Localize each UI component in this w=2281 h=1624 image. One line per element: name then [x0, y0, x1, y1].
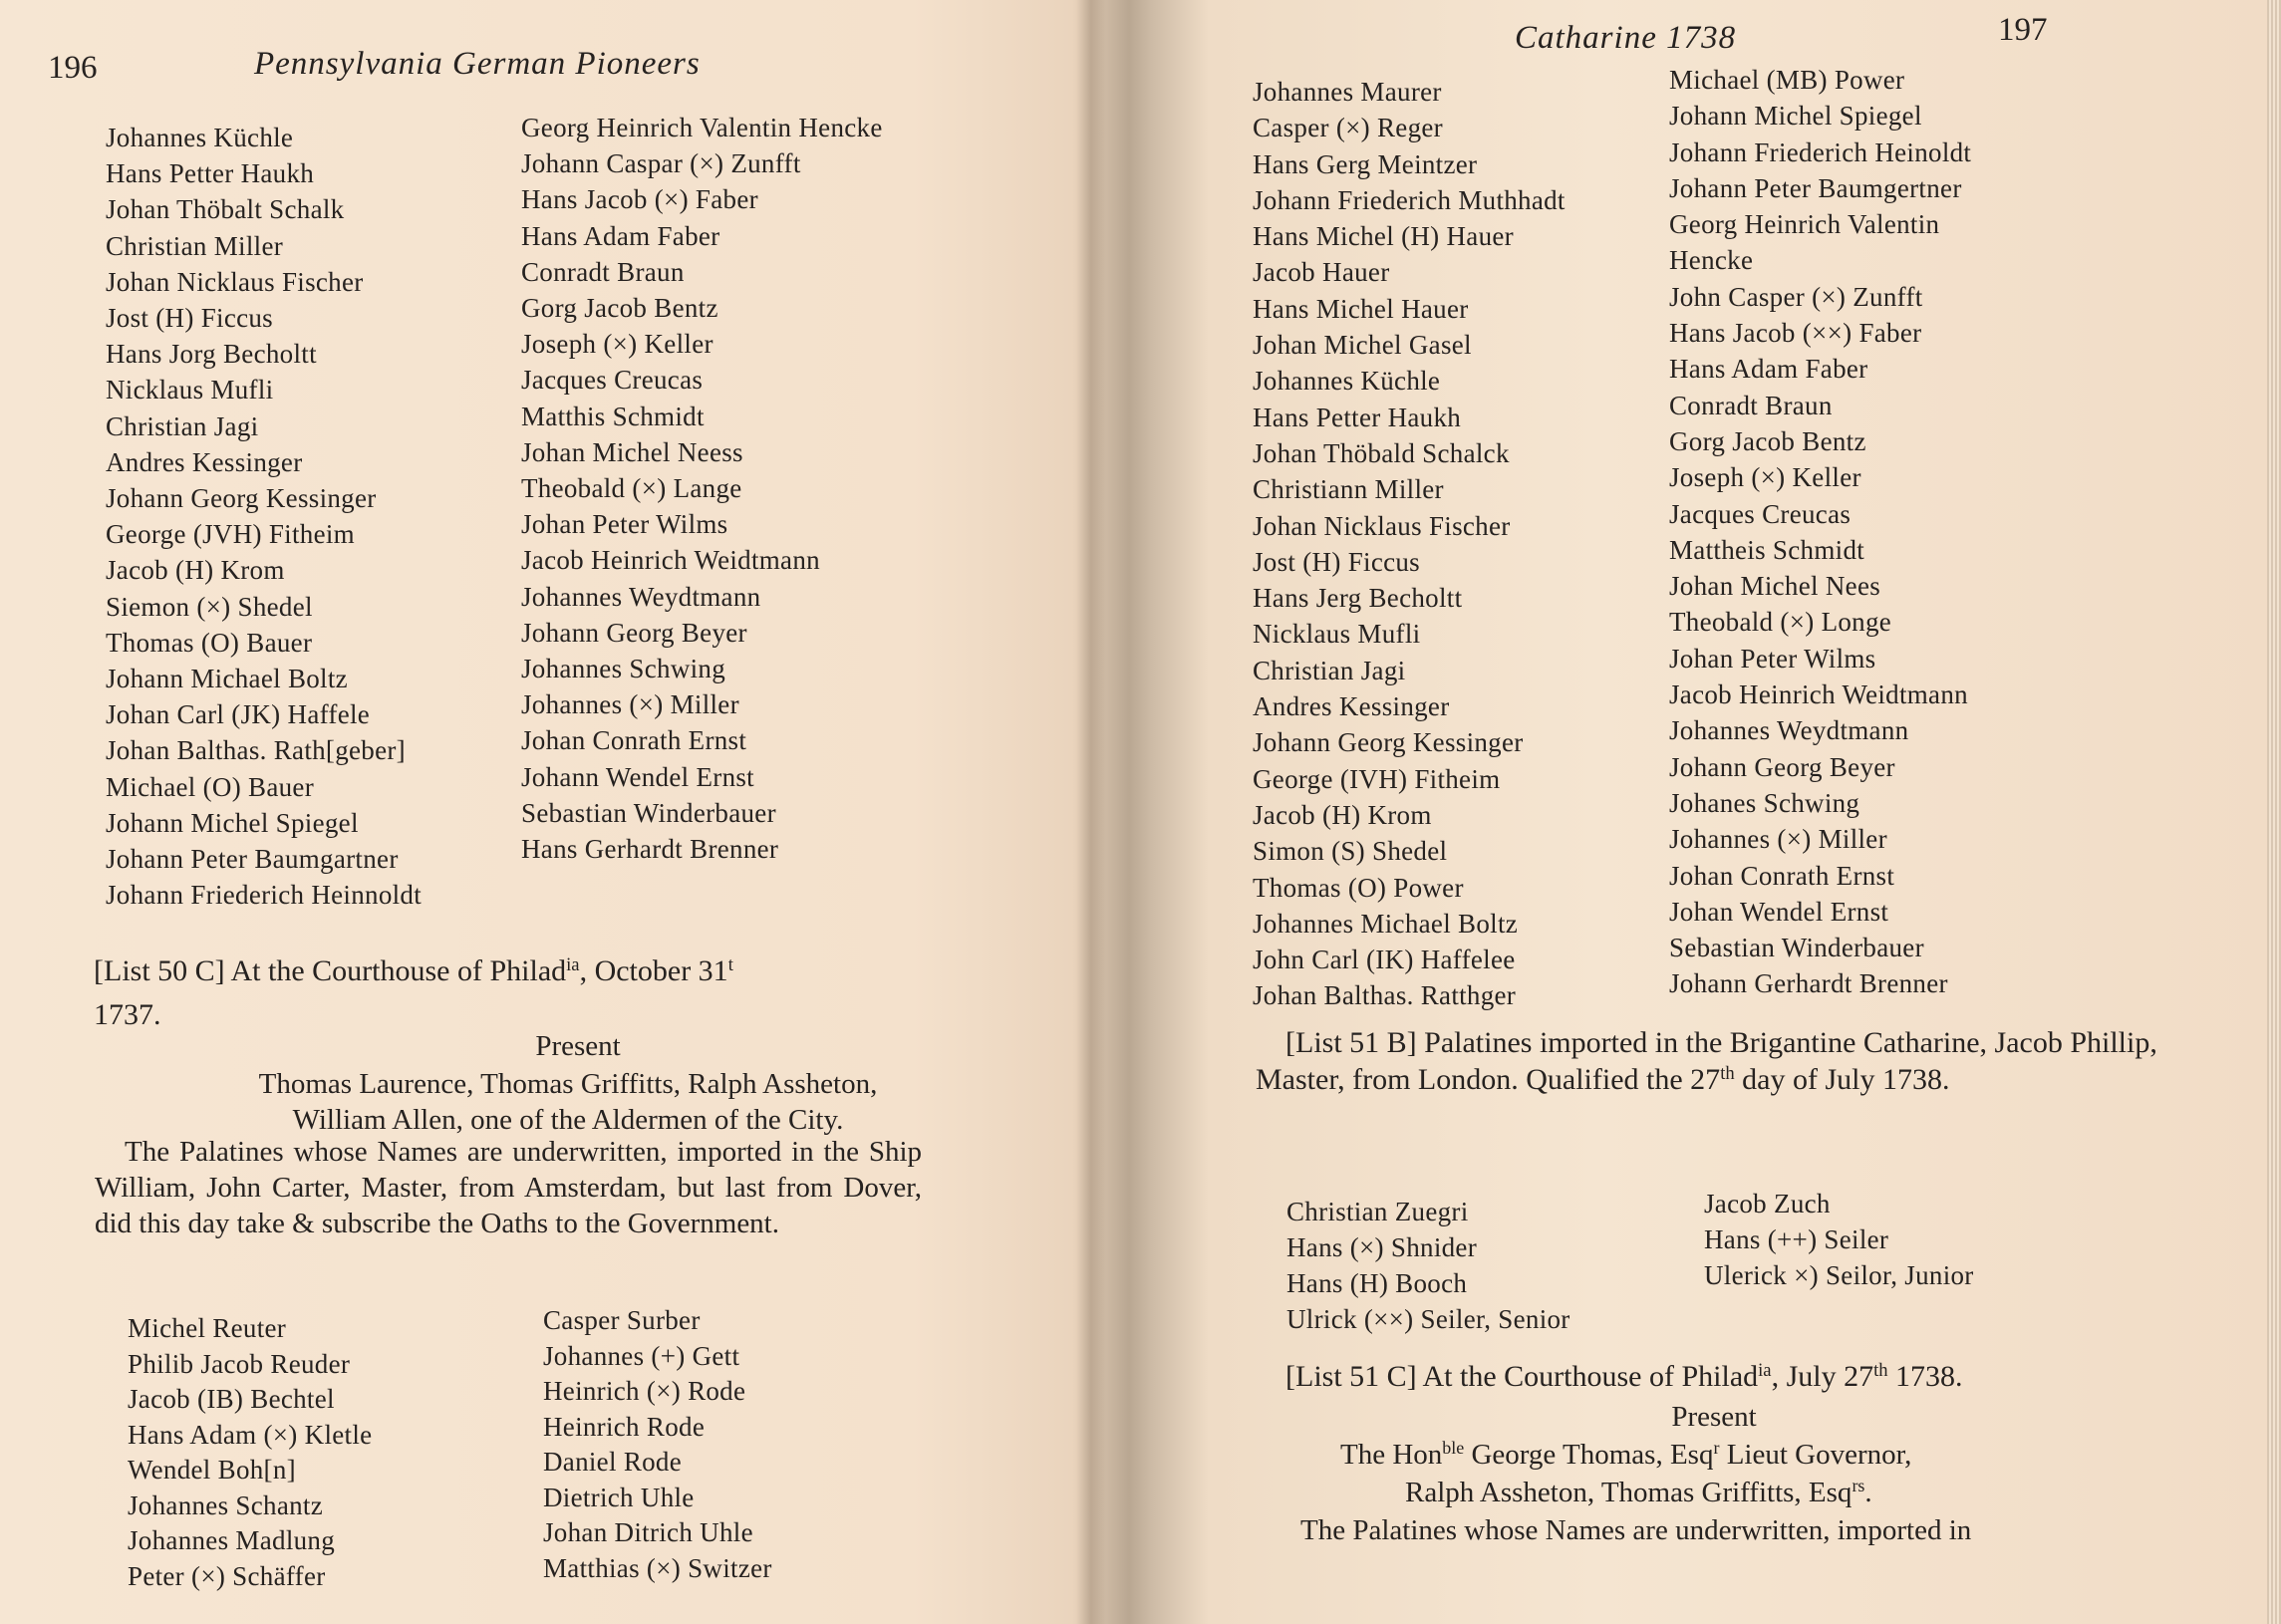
name-entry: Jacob Heinrich Weidtmann [521, 545, 820, 576]
name-entry: Joseph (×) Keller [1669, 462, 1861, 493]
name-entry: Simon (S) Shedel [1253, 836, 1448, 867]
name-entry: Johann Wendel Ernst [521, 761, 754, 792]
superscript: ia [1758, 1359, 1772, 1381]
name-entry: Christian Jagi [1253, 655, 1406, 685]
name-entry: Ulerick ×) Seilor, Junior [1704, 1260, 1974, 1290]
officials-line-1: Thomas Laurence, Thomas Griffitts, Ralph Assheton, [258, 1068, 878, 1100]
name-entry: Johannes (×) Miller [1669, 824, 1887, 855]
officials-text: . [1864, 1477, 1872, 1508]
name-entry: Philib Jacob Reuder [128, 1348, 351, 1379]
name-entry: Johan Wendel Ernst [1669, 896, 1889, 927]
superscript: ble [1442, 1438, 1465, 1459]
name-entry: Hencke [1669, 245, 1754, 276]
page-number: 196 [48, 50, 98, 86]
right-page [1111, 0, 2267, 1624]
name-entry: Hans Jacob (×) Faber [521, 184, 758, 215]
officials-text: The Hon [1340, 1439, 1443, 1471]
name-list-column-1 [106, 120, 422, 913]
name-entry: Jacob (H) Krom [1253, 799, 1432, 830]
name-entry: Nicklaus Mufli [1253, 619, 1421, 650]
name-entry: Jacques Creucas [1669, 498, 1852, 529]
name-entry: Johann Friederich Heinoldt [1669, 136, 1972, 167]
name-entry: Dietrich Uhle [543, 1482, 695, 1512]
name-entry: Thomas (O) Bauer [106, 627, 313, 658]
name-entry: Peter (×) Schäffer [128, 1560, 326, 1591]
name-entry: Johann Peter Baumgertner [1669, 172, 1962, 203]
name-entry: Johan Conrath Ernst [521, 725, 747, 756]
name-entry: Johan Balthas. Rath[geber] [106, 735, 406, 766]
name-entry: Christiann Miller [1253, 474, 1444, 505]
name-entry: Johann Michael Boltz [106, 664, 348, 694]
name-entry: John Casper (×) Zunfft [1669, 281, 1923, 312]
officials-line-1 [1340, 1437, 2237, 1476]
name-list-column-2 [1669, 62, 1971, 1002]
name-entry: Matthis Schmidt [521, 401, 705, 431]
heading-text: [List 50 C] At the Courthouse of Philad [94, 954, 567, 987]
name-entry: Heinrich (×) Rode [543, 1376, 746, 1406]
name-entry: Hans Adam (×) Kletle [128, 1419, 373, 1450]
name-entry: Johan Conrath Ernst [1669, 860, 1895, 891]
name-entry: Wendel Boh[n] [128, 1455, 296, 1485]
heading-text: 1738. [1887, 1360, 1963, 1393]
name-entry: Hans Jacob (××) Faber [1669, 318, 1922, 349]
name-entry: Hans Adam Faber [1669, 354, 1868, 385]
heading-text: , July 27 [1771, 1360, 1874, 1393]
page-number: 197 [1998, 12, 2048, 48]
name-entry: Sebastian Winderbauer [521, 797, 776, 828]
name-entry: Casper Surber [543, 1305, 701, 1335]
name-list-column-1 [1253, 74, 1566, 1014]
name-entry: Hans Gerhardt Brenner [521, 834, 779, 865]
name-list-column-2 [521, 110, 883, 867]
name-entry: Conradt Braun [521, 256, 685, 287]
name-entry: Christian Zuegri [1286, 1197, 1469, 1226]
name-entry: Christian Miller [106, 230, 284, 261]
name-entry: Johan Michel Gasel [1253, 330, 1472, 361]
name-entry: Jost (H) Ficcus [106, 303, 273, 334]
name-entry: Johann Friederich Muthhadt [1253, 184, 1566, 215]
name-entry: Johan Thöbald Schalck [1253, 437, 1510, 468]
name-entry: Johan Michel Nees [1669, 571, 1881, 602]
name-entry: Georg Heinrich Valentin Hencke [521, 113, 883, 142]
name-entry: Johannes (+) Gett [543, 1340, 740, 1371]
name-entry: Ulrick (××) Seiler, Senior [1286, 1304, 1570, 1334]
name-entry: Johann Georg Beyer [1669, 751, 1895, 782]
name-entry: Hans Petter Haukh [1253, 402, 1462, 432]
name-entry: Hans Petter Haukh [106, 158, 315, 189]
name-entry: Johannes Maurer [1253, 77, 1442, 107]
name-entry: Johannes Küchle [1253, 366, 1441, 397]
name-entry: Johannes Schantz [128, 1489, 324, 1520]
name-list-2-column-1 [128, 1311, 372, 1594]
name-entry: Christian Jagi [106, 410, 259, 441]
name-entry: Thomas (O) Power [1253, 872, 1464, 903]
name-entry: Hans Jerg Becholtt [1253, 583, 1463, 614]
heading-text: day of July 1738. [1734, 1063, 1950, 1096]
name-entry: George (JVH) Fitheim [106, 519, 355, 550]
name-entry: Johan Peter Wilms [1669, 643, 1876, 674]
left-page [0, 0, 1071, 1624]
name-entry: Hans (++) Seiler [1704, 1224, 1889, 1254]
name-entry: George (IVH) Fitheim [1253, 763, 1501, 794]
name-entry: Johann Georg Kessinger [1253, 727, 1524, 758]
name-entry: Michael (MB) Power [1669, 65, 1905, 95]
name-entry: Heinrich Rode [543, 1411, 706, 1442]
running-head: Pennsylvania German Pioneers [254, 46, 701, 82]
name-entry: Jacob Heinrich Weidtmann [1669, 679, 1968, 710]
name-list-2-column-1 [1286, 1194, 1570, 1337]
superscript: th [1873, 1359, 1888, 1381]
oath-paragraph-start: The Palatines whose Names are underwritten, imported in [1300, 1514, 1972, 1546]
name-entry: Michael (O) Bauer [106, 771, 315, 802]
officials-line-2: William Allen, one of the Aldermen of the City. [292, 1104, 844, 1136]
name-entry: Johanes Schwing [1669, 787, 1860, 818]
name-list-2-column-2 [1704, 1186, 1974, 1293]
name-entry: Nicklaus Mufli [106, 375, 274, 406]
name-entry: Johann Gerhardt Brenner [1669, 968, 1948, 999]
heading-year: 1737. [94, 998, 161, 1031]
superscript: ia [566, 953, 580, 975]
name-entry: Daniel Rode [543, 1447, 683, 1477]
name-entry: Hans Gerg Meintzer [1253, 148, 1478, 179]
name-entry: Johannes Michael Boltz [1253, 908, 1519, 939]
list-51c-heading [1285, 1359, 2202, 1399]
name-entry: Johan Carl (JK) Haffele [106, 699, 371, 730]
name-entry: John Carl (IK) Haffelee [1253, 945, 1516, 975]
name-entry: Jacob (IB) Bechtel [128, 1384, 335, 1414]
name-entry: Andres Kessinger [1253, 691, 1450, 722]
heading-text: [List 51 C] At the Courthouse of Philad [1285, 1360, 1759, 1393]
name-entry: Georg Heinrich Valentin [1669, 209, 1940, 240]
name-entry: Johann Michel Spiegel [1669, 101, 1922, 132]
name-entry: Jacques Creucas [521, 365, 704, 396]
present-label: Present [535, 1030, 621, 1062]
name-entry: Jacob (H) Krom [106, 555, 285, 586]
book-gutter [1076, 0, 1106, 1624]
heading-text: , October 31 [579, 954, 728, 987]
name-entry: Hans Jorg Becholtt [106, 339, 317, 370]
name-entry: Johannes Weydtmann [1669, 715, 1909, 746]
superscript: t [727, 953, 733, 975]
name-entry: Theobald (×) Lange [521, 473, 742, 504]
page-edges [2267, 0, 2281, 1624]
name-entry: Siemon (×) Shedel [106, 591, 313, 622]
name-entry: Johan Nicklaus Fischer [1253, 510, 1511, 541]
name-entry: Johan Balthas. Ratthger [1253, 980, 1517, 1011]
name-list-2-column-2 [543, 1303, 772, 1586]
name-entry: Jost (H) Ficcus [1253, 546, 1420, 577]
name-entry: Johann Michel Spiegel [106, 807, 359, 838]
list-50c-heading [94, 951, 1050, 1035]
name-entry: Matthias (×) Switzer [543, 1552, 772, 1583]
name-entry: Hans (×) Shnider [1286, 1232, 1477, 1262]
name-entry: Sebastian Winderbauer [1669, 933, 1924, 963]
name-entry: Gorg Jacob Bentz [521, 293, 718, 324]
name-entry: Johannes Madlung [128, 1525, 336, 1555]
name-entry: Jacob Hauer [1253, 257, 1390, 288]
name-entry: Gorg Jacob Bentz [1669, 425, 1866, 456]
officials-text: Lieut Governor, [1719, 1439, 1912, 1471]
list-51b-heading [1256, 1024, 2202, 1102]
officials-text: George Thomas, Esq [1464, 1439, 1714, 1471]
officials-line-2 [1405, 1475, 2281, 1513]
name-entry: Conradt Braun [1669, 390, 1833, 420]
name-entry: Michel Reuter [128, 1313, 287, 1343]
name-entry: Johannes Schwing [521, 654, 726, 684]
name-entry: Johann Georg Beyer [521, 617, 747, 648]
name-entry: Casper (×) Reger [1253, 113, 1443, 143]
name-entry: Johan Peter Wilms [521, 509, 728, 540]
name-entry: Hans Adam Faber [521, 220, 720, 251]
name-entry: Johan Ditrich Uhle [543, 1517, 753, 1547]
name-entry: Johann Friederich Heinnoldt [106, 880, 423, 911]
name-entry: Johannes (×) Miller [521, 689, 739, 720]
officials-text: Ralph Assheton, Thomas Griffitts, Esq [1405, 1477, 1853, 1508]
name-entry: Jacob Zuch [1704, 1189, 1831, 1218]
name-entry: Theobald (×) Longe [1669, 607, 1892, 638]
name-entry: Johannes Küchle [106, 123, 294, 152]
name-entry: Joseph (×) Keller [521, 329, 713, 360]
name-entry: Johan Michel Neess [521, 436, 743, 467]
name-entry: Mattheis Schmidt [1669, 534, 1865, 565]
superscript: th [1720, 1062, 1735, 1084]
name-entry: Johan Nicklaus Fischer [106, 266, 364, 297]
present-label: Present [1671, 1401, 1757, 1433]
name-entry: Johann Caspar (×) Zunfft [521, 148, 801, 179]
name-entry: Johann Peter Baumgartner [106, 844, 399, 875]
name-entry: Andres Kessinger [106, 446, 303, 477]
name-entry: Johan Thöbalt Schalk [106, 194, 345, 225]
name-entry: Hans (H) Booch [1286, 1268, 1468, 1298]
name-entry: Hans Michel Hauer [1253, 293, 1469, 324]
superscript: r [1713, 1438, 1720, 1459]
name-entry: Johannes Weydtmann [521, 581, 761, 612]
name-entry: Hans Michel (H) Hauer [1253, 221, 1514, 252]
oath-paragraph: The Palatines whose Names are underwritten, imported in the Ship William, John Carter, Master, from Amsterdam, but last from Dover, did this day take & subscribe the Oaths to the Government. [95, 1136, 922, 1239]
superscript: rs [1852, 1476, 1865, 1496]
running-head: Catharine 1738 [1515, 20, 1737, 56]
heading-text: [List 51 B] Palatines imported in the Brigantine Catharine, Jacob Phillip, Master, from London. Qualified the 27 [1256, 1026, 2157, 1096]
name-entry: Johann Georg Kessinger [106, 483, 377, 514]
